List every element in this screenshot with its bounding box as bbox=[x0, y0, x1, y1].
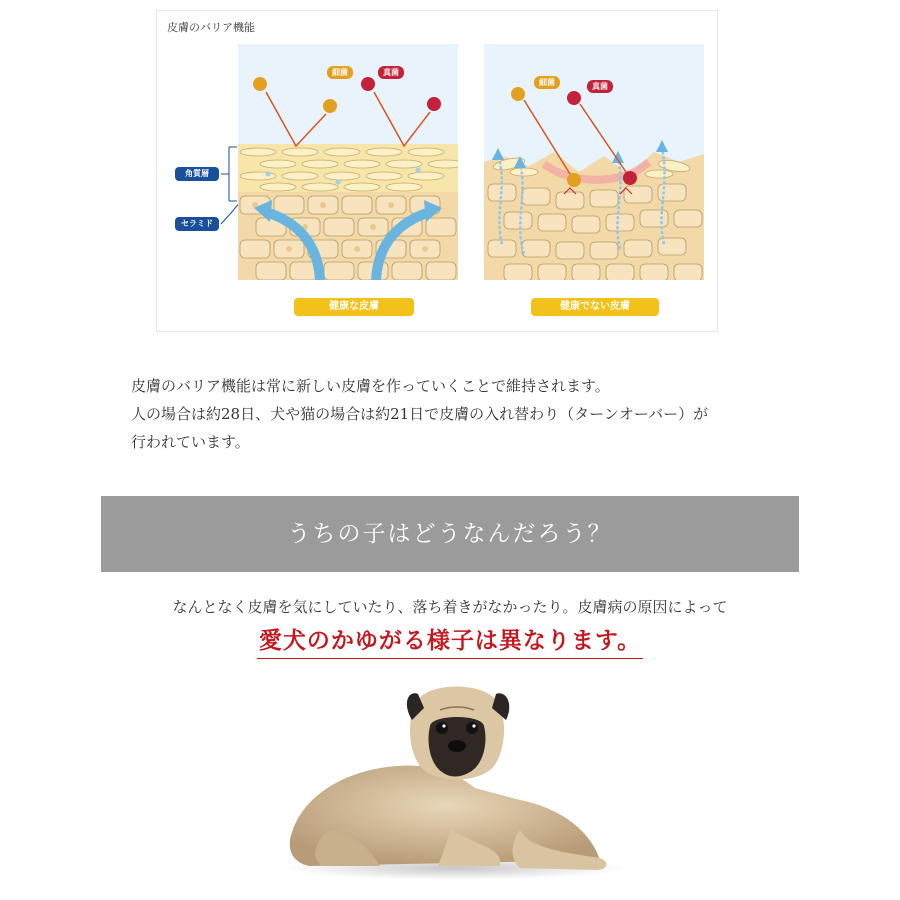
paragraph-line-1: 皮膚のバリア機能は常に新しい皮膚を作っていくことで維持されます。 bbox=[131, 377, 610, 395]
keratin-label: 角質層 bbox=[175, 167, 219, 181]
headline-container bbox=[0, 622, 900, 659]
headline-red: 愛犬のかゆがる様子は異なります。 bbox=[257, 622, 643, 659]
bacteria-tag-right: 細菌 bbox=[534, 76, 560, 89]
healthy-skin-label: 健康な皮膚 bbox=[294, 298, 414, 316]
pug-dog-image bbox=[270, 680, 640, 880]
skin-barrier-diagram bbox=[156, 10, 718, 332]
paragraph-line-3: 行われています。 bbox=[131, 433, 250, 451]
bacteria-tag-left: 細菌 bbox=[327, 66, 353, 79]
section-banner bbox=[101, 496, 799, 572]
fungus-tag-right: 真菌 bbox=[587, 80, 613, 93]
intro-text: なんとなく皮膚を気にしていたり、落ち着きがなかったり。皮膚病の原因によって bbox=[172, 598, 728, 616]
paragraph-line-2: 人の場合は約28日、犬や猫の場合は約21日で皮膚の入れ替わり（ターンオーバー）が bbox=[131, 405, 709, 423]
diagram-title: 皮膚のバリア機能 bbox=[167, 21, 255, 34]
ceramide-label: セラミド bbox=[175, 217, 219, 231]
banner-heading: うちの子はどうなんだろう？ bbox=[287, 521, 613, 547]
healthy-skin-illustration bbox=[238, 44, 458, 280]
unhealthy-skin-label: 健康でない皮膚 bbox=[531, 298, 659, 316]
fungus-tag-left: 真菌 bbox=[378, 66, 404, 79]
barrier-explanation bbox=[131, 372, 791, 456]
